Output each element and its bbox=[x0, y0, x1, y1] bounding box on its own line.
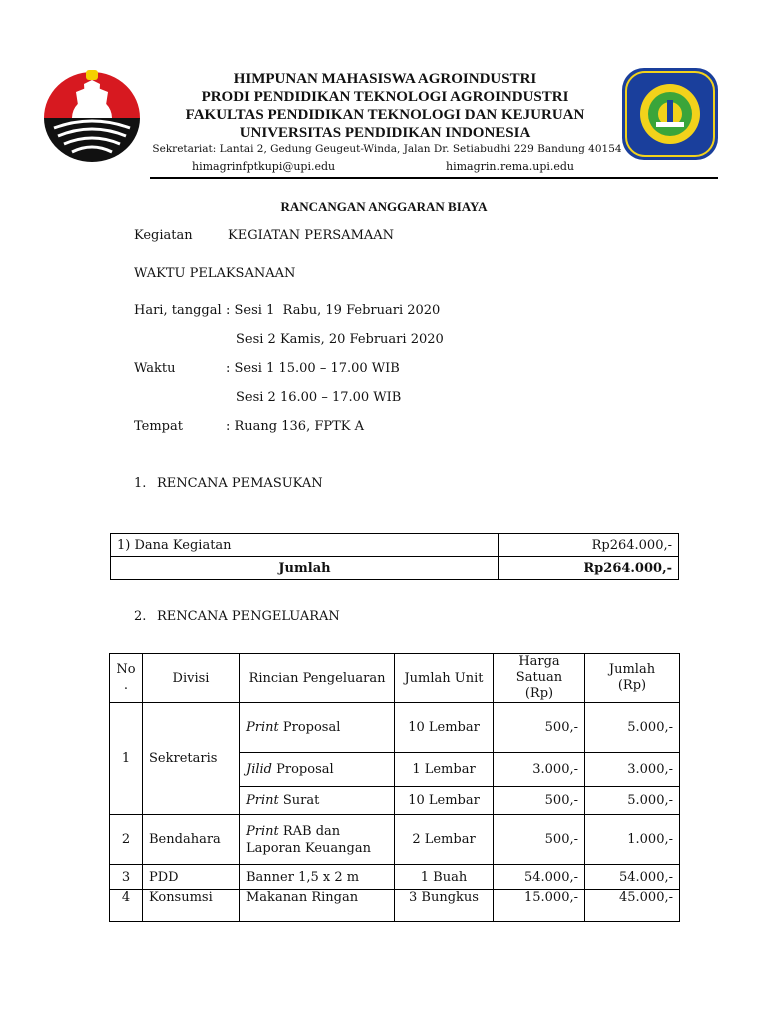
waktu-label: Waktu bbox=[134, 361, 176, 376]
table-row bbox=[111, 534, 679, 557]
row-no: 1 bbox=[110, 703, 143, 815]
header-prodi: PRODI PENDIDIKAN TEKNOLOGI AGROINDUSTRI bbox=[201, 89, 569, 105]
row-jumlah: 5.000,- bbox=[585, 787, 680, 815]
hari-sesi1: : Sesi 1 Rabu, 19 Februari 2020 bbox=[226, 303, 441, 318]
table-row bbox=[110, 890, 680, 922]
pemasukan-total-label: Jumlah bbox=[111, 557, 499, 580]
header-rincian: Rincian Pengeluaran bbox=[240, 654, 395, 703]
row-no: 3 bbox=[110, 865, 143, 890]
header-jumlah: Jumlah (Rp) bbox=[585, 654, 680, 703]
row-divisi: PDD bbox=[143, 865, 240, 890]
row-rincian: Banner 1,5 x 2 m bbox=[240, 865, 395, 890]
pengeluaran-heading: RENCANA PENGELUARAN bbox=[157, 609, 340, 624]
row-jumlah: 45.000,- bbox=[585, 890, 680, 922]
row-jumlah: 3.000,- bbox=[585, 753, 680, 787]
row-no: 4 bbox=[110, 890, 143, 922]
row-divisi: Bendahara bbox=[143, 815, 240, 865]
header-fakultas: FAKULTAS PENDIDIKAN TEKNOLOGI DAN KEJURUAN bbox=[185, 107, 585, 123]
row-unit: 2 Lembar bbox=[395, 815, 494, 865]
header-harga: Harga Satuan (Rp) bbox=[494, 654, 585, 703]
waktu-sesi1: : Sesi 1 15.00 – 17.00 WIB bbox=[226, 361, 400, 376]
row-harga: 500,- bbox=[494, 815, 585, 865]
hari-label: Hari, tanggal bbox=[134, 303, 222, 318]
hari-sesi2: Sesi 2 Kamis, 20 Februari 2020 bbox=[236, 332, 444, 347]
table-row bbox=[110, 703, 680, 753]
pemasukan-item-value: Rp264.000,- bbox=[499, 534, 679, 557]
header-org-name: HIMPUNAN MAHASISWA AGROINDUSTRI bbox=[233, 71, 537, 87]
row-unit: 3 Bungkus bbox=[395, 890, 494, 922]
document-title: RANCANGAN ANGGARAN BIAYA bbox=[280, 199, 488, 214]
pemasukan-total-value: Rp264.000,- bbox=[499, 557, 679, 580]
header-address: Sekretariat: Lantai 2, Gedung Geugeut-Winda, Jalan Dr. Setiabudhi 229 Bandung 40154 bbox=[152, 143, 622, 155]
row-harga: 500,- bbox=[494, 703, 585, 753]
pemasukan-heading: RENCANA PEMASUKAN bbox=[157, 476, 323, 491]
waktu-heading: WAKTU PELAKSANAAN bbox=[134, 266, 296, 281]
row-harga: 500,- bbox=[494, 787, 585, 815]
row-rincian: Jilid Proposal bbox=[240, 753, 395, 787]
kegiatan-value: KEGIATAN PERSAMAAN bbox=[228, 228, 395, 243]
pemasukan-item-label: 1) Dana Kegiatan bbox=[111, 534, 499, 557]
row-harga: 54.000,- bbox=[494, 865, 585, 890]
row-jumlah: 5.000,- bbox=[585, 703, 680, 753]
row-unit: 1 Buah bbox=[395, 865, 494, 890]
header-divisi: Divisi bbox=[143, 654, 240, 703]
row-rincian: Print Surat bbox=[240, 787, 395, 815]
row-harga: 3.000,- bbox=[494, 753, 585, 787]
himagrin-seal bbox=[620, 66, 720, 162]
row-rincian: Print RAB dan Laporan Keuangan bbox=[240, 815, 395, 865]
table-row bbox=[110, 865, 680, 890]
upi-logo bbox=[40, 66, 144, 162]
row-no: 2 bbox=[110, 815, 143, 865]
header-divider bbox=[150, 177, 718, 179]
kegiatan-label: Kegiatan bbox=[134, 228, 193, 243]
tempat-value: : Ruang 136, FPTK A bbox=[226, 419, 364, 434]
table-row bbox=[111, 557, 679, 580]
row-rincian: Makanan Ringan bbox=[240, 890, 395, 922]
pemasukan-number: 1. bbox=[134, 476, 147, 491]
header-email: himagrinfptkupi@upi.edu bbox=[192, 160, 336, 173]
header-no: No . bbox=[110, 654, 143, 703]
tempat-label: Tempat bbox=[134, 419, 183, 434]
table-row bbox=[110, 815, 680, 865]
row-divisi: Sekretaris bbox=[143, 703, 240, 815]
header-universitas: UNIVERSITAS PENDIDIKAN INDONESIA bbox=[239, 125, 531, 141]
header-unit: Jumlah Unit bbox=[395, 654, 494, 703]
row-unit: 10 Lembar bbox=[395, 787, 494, 815]
pengeluaran-table bbox=[109, 653, 680, 922]
row-harga: 15.000,- bbox=[494, 890, 585, 922]
row-rincian: Print Proposal bbox=[240, 703, 395, 753]
waktu-sesi2: Sesi 2 16.00 – 17.00 WIB bbox=[236, 390, 402, 405]
row-jumlah: 54.000,- bbox=[585, 865, 680, 890]
pengeluaran-number: 2. bbox=[134, 609, 147, 624]
pemasukan-table bbox=[110, 533, 679, 580]
row-unit: 10 Lembar bbox=[395, 703, 494, 753]
row-jumlah: 1.000,- bbox=[585, 815, 680, 865]
header-website: himagrin.rema.upi.edu bbox=[446, 160, 575, 173]
table-header-row bbox=[110, 654, 680, 703]
row-divisi: Konsumsi bbox=[143, 890, 240, 922]
row-unit: 1 Lembar bbox=[395, 753, 494, 787]
